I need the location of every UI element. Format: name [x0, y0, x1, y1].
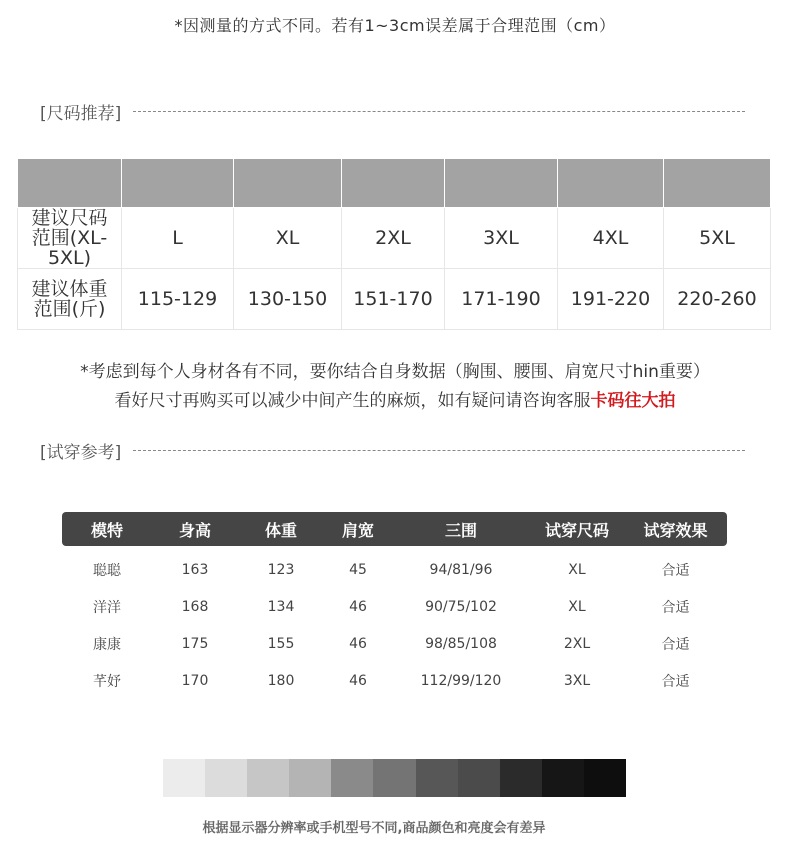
color-swatch — [416, 759, 458, 797]
cell: 46 — [349, 635, 367, 652]
color-swatch — [205, 759, 247, 797]
table-row — [62, 588, 727, 625]
fit-advice — [0, 358, 790, 416]
tryon-section-title: [试穿参考] — [40, 442, 122, 463]
cell: 112/99/120 — [420, 672, 502, 689]
cell: 155 — [267, 635, 295, 652]
cell: 134 — [267, 598, 295, 615]
header-cell — [664, 159, 771, 208]
table-row — [18, 269, 771, 330]
size-row-label — [18, 208, 122, 269]
model-tryon-table — [62, 512, 727, 699]
color-swatch — [247, 759, 289, 797]
cell: 3XL — [563, 672, 591, 689]
table-row — [18, 208, 771, 269]
cell: 2XL — [563, 635, 591, 652]
cell: 康康 — [93, 636, 121, 653]
color-swatch — [331, 759, 373, 797]
header-measurements: 三围 — [392, 512, 530, 546]
header-cell — [122, 159, 234, 208]
color-gradient-swatches — [163, 759, 626, 797]
cell: 46 — [349, 672, 367, 689]
color-swatch — [584, 759, 626, 797]
weight-cell: 171-190 — [445, 269, 558, 330]
size-label-line1: 建议尺码 — [31, 207, 108, 229]
weight-cell: 191-220 — [558, 269, 664, 330]
weight-cell: 130-150 — [234, 269, 342, 330]
cell: 94/81/96 — [429, 561, 493, 578]
advice-line2-text: 看好尺寸再购买可以减少中间产生的麻烦，如有疑问请咨询客服 — [114, 391, 591, 411]
header-shoulder: 肩宽 — [324, 512, 392, 546]
color-swatch — [458, 759, 500, 797]
weight-cell: 115-129 — [122, 269, 234, 330]
header-weight: 体重 — [238, 512, 324, 546]
header-model: 模特 — [62, 512, 152, 546]
cell: 90/75/102 — [425, 598, 497, 615]
cell: 合适 — [661, 562, 690, 579]
cell: 180 — [267, 672, 295, 689]
advice-line1: *考虑到每个人身材各有不同，要你结合自身数据（胸围、腰围、肩宽尺寸hin重要） — [80, 362, 710, 382]
advice-line2 — [0, 387, 790, 416]
size-cell: L — [122, 208, 234, 269]
header-cell — [342, 159, 445, 208]
header-cell — [234, 159, 342, 208]
header-cell — [558, 159, 664, 208]
cell: 合适 — [661, 599, 690, 616]
header-tryon-effect: 试穿效果 — [624, 512, 727, 546]
advice-highlight: 卡码往大拍 — [590, 391, 676, 411]
header-cell — [445, 159, 558, 208]
weight-cell: 220-260 — [664, 269, 771, 330]
weight-label-line2: 范围(斤) — [33, 298, 106, 320]
cell: 合适 — [661, 673, 690, 690]
header-height: 身高 — [152, 512, 238, 546]
size-cell: 4XL — [558, 208, 664, 269]
cell: 163 — [181, 561, 209, 578]
size-cell: 3XL — [445, 208, 558, 269]
cell: 45 — [349, 561, 367, 578]
weight-row-label — [18, 269, 122, 330]
model-table-header — [62, 512, 727, 546]
table-header-row — [18, 159, 771, 208]
cell: 170 — [181, 672, 209, 689]
cell: 175 — [181, 635, 209, 652]
cell: 168 — [181, 598, 209, 615]
cell: XL — [568, 561, 586, 578]
table-row — [62, 546, 727, 588]
cell: 46 — [349, 598, 367, 615]
cell: XL — [568, 598, 586, 615]
color-swatch — [289, 759, 331, 797]
cell: 98/85/108 — [425, 635, 497, 652]
cell: 123 — [267, 561, 295, 578]
size-label-line2: 范围(XL-5XL) — [31, 227, 108, 269]
color-swatch — [542, 759, 584, 797]
color-disclaimer: 根据显示器分辨率或手机型号不同,商品颜色和亮度会有差异 — [202, 821, 546, 836]
size-section-title: [尺码推荐] — [40, 103, 122, 124]
cell: 芊妤 — [93, 673, 121, 690]
size-recommendation-table — [17, 158, 771, 330]
color-swatch — [500, 759, 542, 797]
color-swatch — [163, 759, 205, 797]
tryon-section-header — [40, 438, 745, 462]
size-cell: 5XL — [664, 208, 771, 269]
size-section-header — [40, 99, 745, 123]
dashed-divider — [133, 111, 745, 112]
cell: 洋洋 — [93, 599, 121, 616]
weight-label-line1: 建议体重 — [31, 278, 108, 300]
measurement-note: *因测量的方式不同。若有1~3cm误差属于合理范围（cm） — [174, 16, 616, 35]
dashed-divider — [133, 450, 745, 451]
size-cell: 2XL — [342, 208, 445, 269]
header-cell — [18, 159, 122, 208]
cell: 合适 — [661, 636, 690, 653]
header-tryon-size: 试穿尺码 — [530, 512, 624, 546]
table-row — [62, 662, 727, 699]
color-swatch — [373, 759, 415, 797]
table-row — [62, 625, 727, 662]
cell: 聪聪 — [93, 562, 121, 579]
weight-cell: 151-170 — [342, 269, 445, 330]
size-cell: XL — [234, 208, 342, 269]
